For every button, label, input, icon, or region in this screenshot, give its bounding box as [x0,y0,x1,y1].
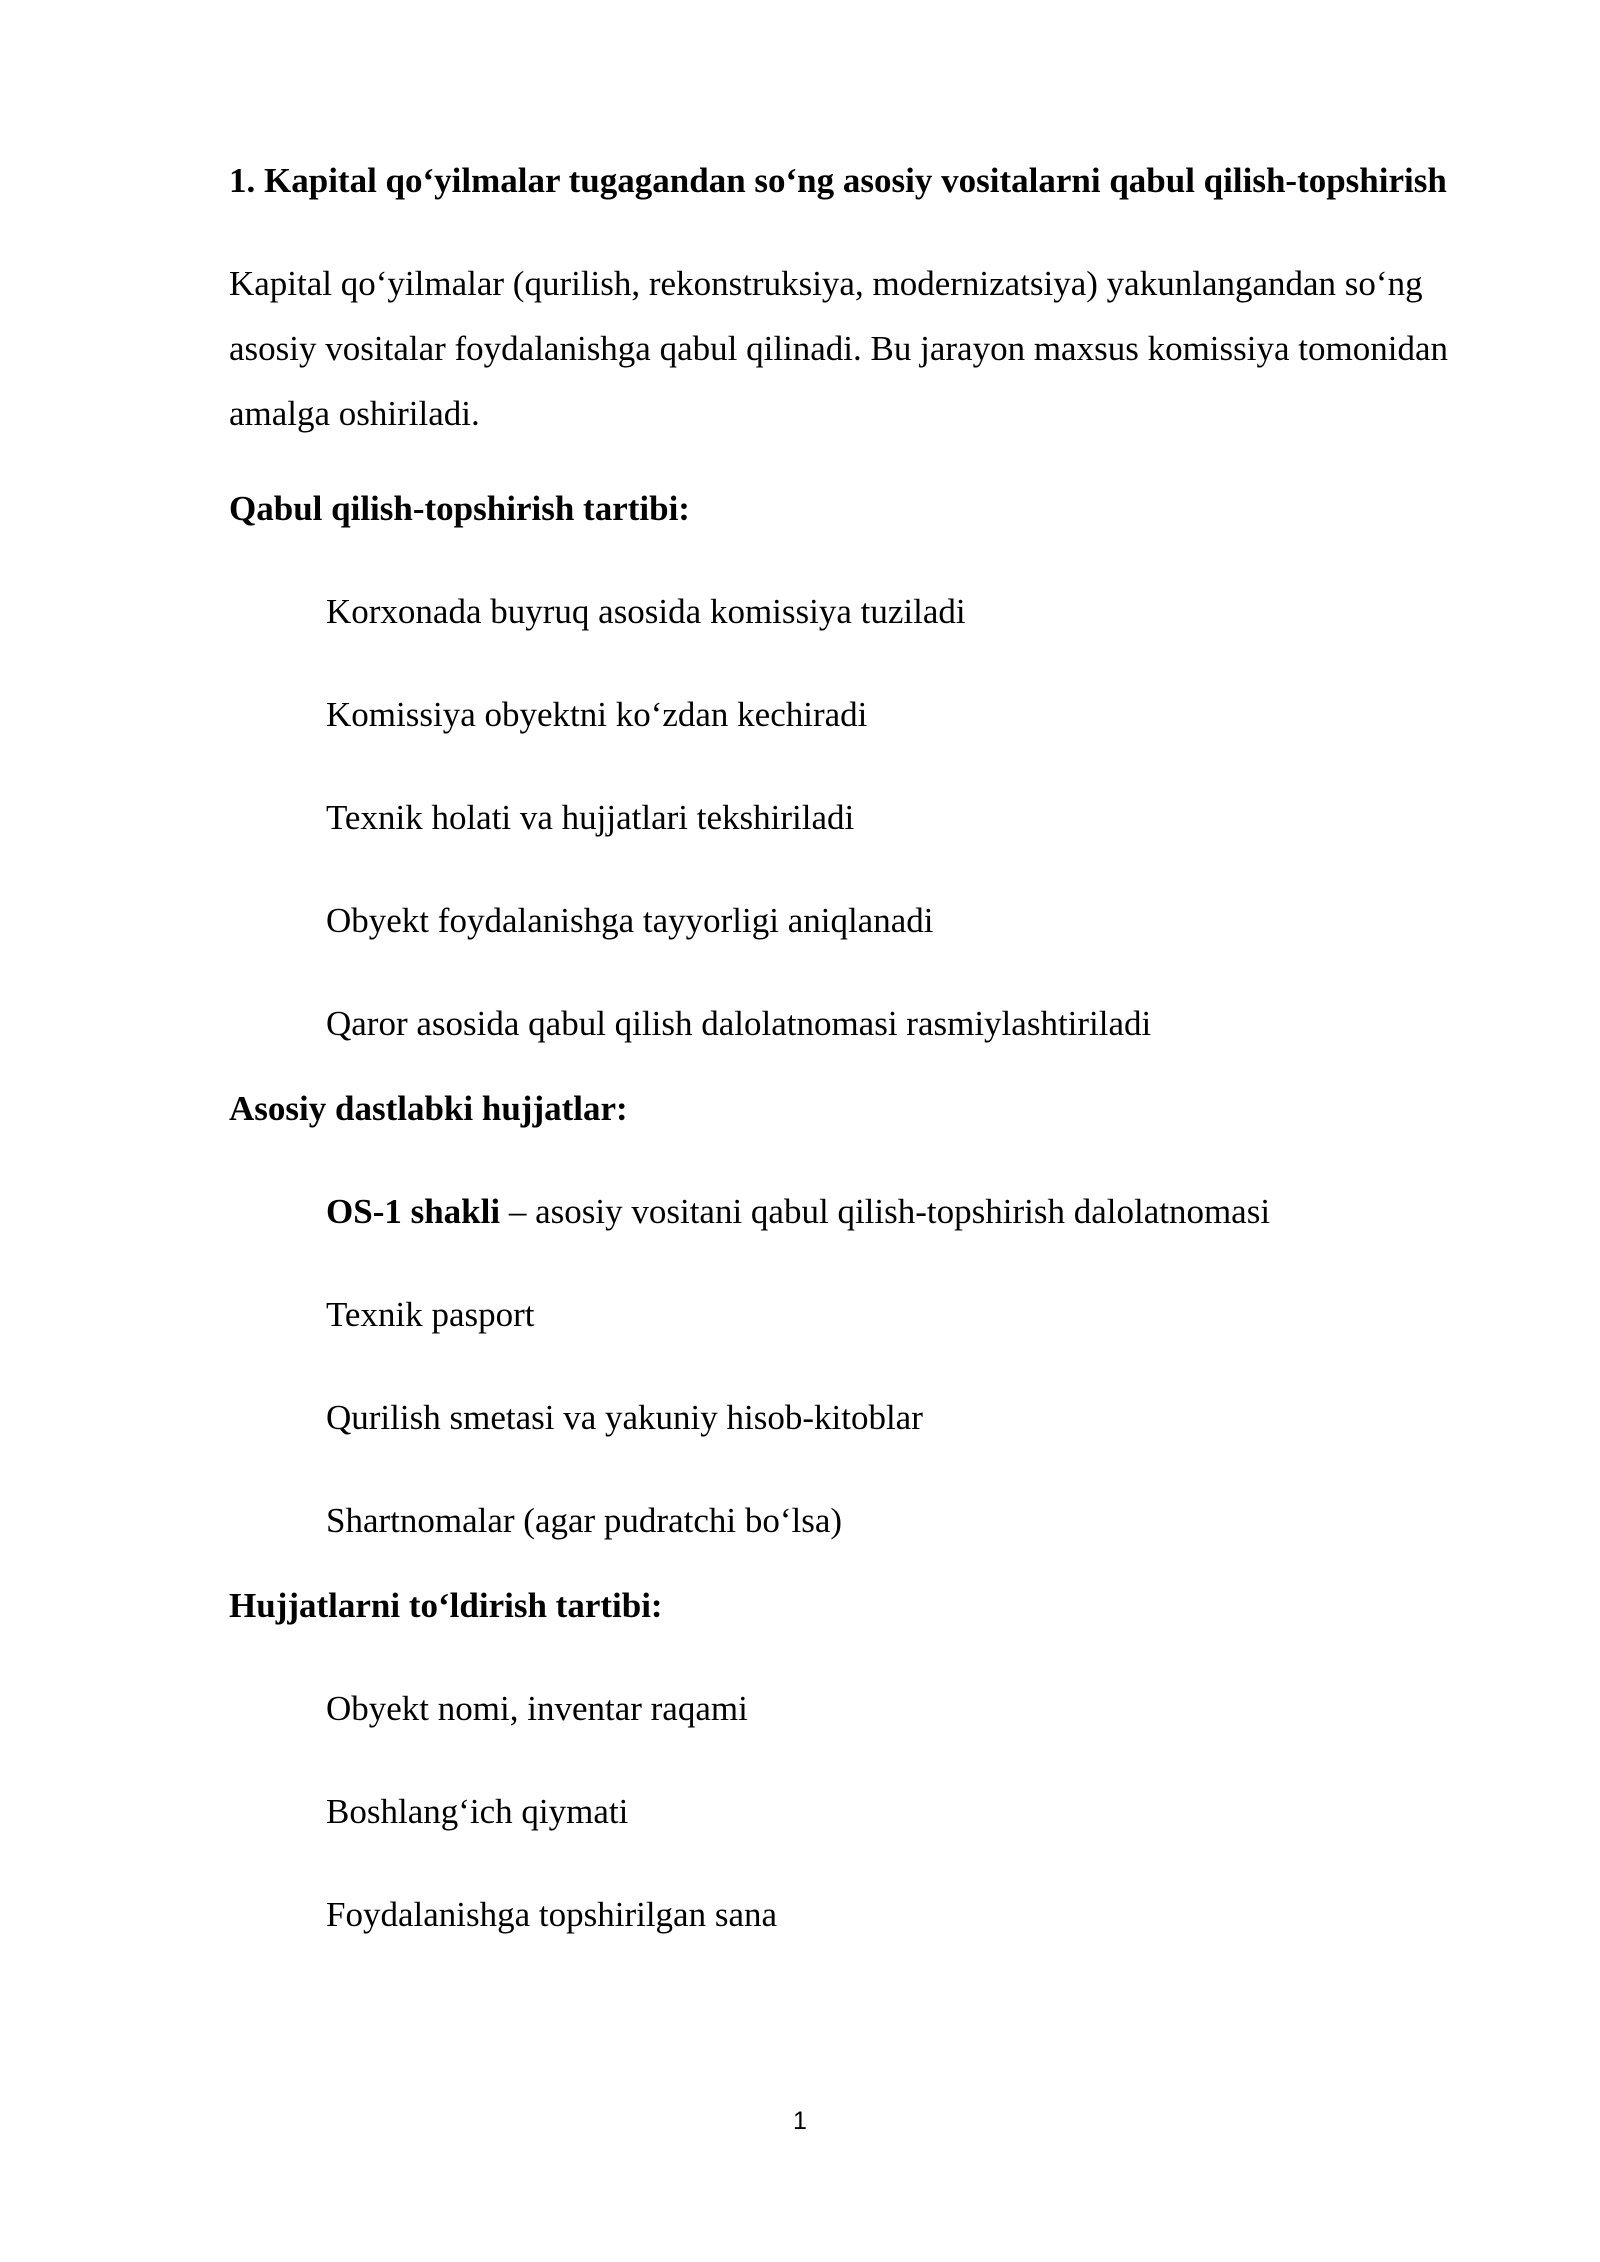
form-code: OS-1 shakli [326,1192,501,1231]
list-item: Qurilish smetasi va yakuniy hisob-kitoblar [326,1398,923,1437]
documents-list [229,1189,1469,1543]
document-heading: 1. Kapital qo‘yilmalar tugagandan so‘ng asosiy vositalarni qabul qilish-topshirish [229,161,1447,200]
section-title-filling: Hujjatlarni to‘ldirish tartibi: [229,1586,663,1625]
list-item: Obyekt foydalanishga tayyorligi aniqlanadi [326,901,934,940]
list-item: Foydalanishga topshirilgan sana [326,1895,778,1934]
form-description: – asosiy vositani qabul qilish-topshirish dalolatnomasi [500,1192,1271,1231]
list-item: Texnik pasport [326,1295,535,1334]
list-item: Komissiya obyektni ko‘zdan kechiradi [326,695,868,734]
list-item: Boshlang‘ich qiymati [326,1792,629,1831]
filling-list [229,1686,1469,1937]
page-content [229,148,1469,1937]
page-number: 1 [793,2107,807,2135]
list-item [326,1189,1469,1234]
list-item: Korxonada buyruq asosida komissiya tuziladi [326,592,966,631]
intro-paragraph: Kapital qo‘yilmalar (qurilish, rekonstruksiya, modernizatsiya) yakunlangandan so‘ng asosiy vositalar foydalanishga qabul qilinadi. Bu jarayon maxsus komissiya tomonidan amalga oshiriladi. [229,264,1448,433]
list-item: Obyekt nomi, inventar raqami [326,1689,748,1728]
section-title-documents: Asosiy dastlabki hujjatlar: [229,1089,628,1128]
procedure-list [229,589,1469,1046]
list-item: Qaror asosida qabul qilish dalolatnomasi rasmiylashtiriladi [326,1004,1152,1043]
list-item: Shartnomalar (agar pudratchi bo‘lsa) [326,1501,843,1540]
section-title-procedure: Qabul qilish-topshirish tartibi: [229,489,690,528]
list-item: Texnik holati va hujjatlari tekshiriladi [326,798,855,837]
